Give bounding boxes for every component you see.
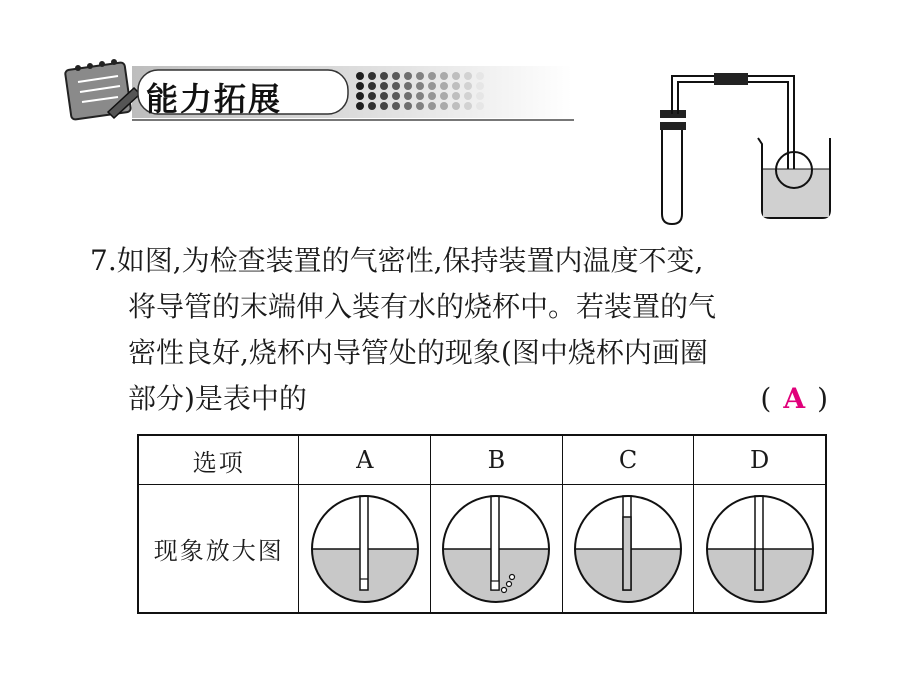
decor-dot bbox=[416, 72, 424, 80]
answer-choice: A bbox=[783, 382, 806, 415]
decor-dot bbox=[356, 92, 364, 100]
notepad-pencil-icon bbox=[65, 59, 140, 120]
decor-dot bbox=[404, 102, 412, 110]
answer-close-paren: ) bbox=[817, 382, 828, 415]
decor-dot bbox=[416, 92, 424, 100]
decor-dot bbox=[356, 82, 364, 90]
decor-dot bbox=[440, 82, 448, 90]
decor-dot bbox=[380, 82, 388, 90]
table-header-row bbox=[138, 435, 826, 485]
answer-bracket bbox=[760, 376, 828, 422]
option-d-magnified-view bbox=[704, 493, 816, 605]
decor-dot bbox=[476, 82, 484, 90]
figure-cell-a bbox=[299, 485, 431, 614]
decor-dot bbox=[428, 72, 436, 80]
decor-dot bbox=[404, 92, 412, 100]
options-table bbox=[137, 434, 827, 614]
option-a-magnified-view bbox=[309, 493, 421, 605]
header-option-c: C bbox=[562, 435, 694, 485]
question-text-1: 如图,为检查装置的气密性,保持装置内温度不变, bbox=[116, 244, 704, 277]
figure-cell-d bbox=[694, 485, 826, 614]
decor-dot bbox=[368, 82, 376, 90]
decor-dot bbox=[380, 102, 388, 110]
decor-dot bbox=[440, 92, 448, 100]
decor-dot bbox=[464, 92, 472, 100]
decor-dot bbox=[452, 92, 460, 100]
decor-dot bbox=[392, 102, 400, 110]
decor-dot bbox=[404, 72, 412, 80]
question-block bbox=[90, 238, 850, 422]
decor-dot bbox=[452, 72, 460, 80]
decor-dot bbox=[428, 82, 436, 90]
figure-cell-b bbox=[431, 485, 563, 614]
question-line-1 bbox=[90, 238, 850, 284]
decor-dot bbox=[464, 72, 472, 80]
question-number: 7. bbox=[90, 244, 117, 277]
question-line-3: 密性良好,烧杯内导管处的现象(图中烧杯内画圈 bbox=[128, 336, 708, 369]
decor-dot bbox=[452, 82, 460, 90]
option-c-magnified-view bbox=[572, 493, 684, 605]
decor-dot bbox=[392, 92, 400, 100]
section-banner bbox=[62, 58, 574, 122]
figure-cell-c bbox=[562, 485, 694, 614]
test-tube-beaker-apparatus bbox=[650, 66, 840, 226]
decor-dot bbox=[380, 72, 388, 80]
header-option-b: B bbox=[431, 435, 563, 485]
decor-dot bbox=[440, 72, 448, 80]
header-option-a: A bbox=[299, 435, 431, 485]
option-b-magnified-view bbox=[440, 493, 552, 605]
decor-dot bbox=[392, 82, 400, 90]
question-text-4: 部分)是表中的 bbox=[128, 382, 307, 415]
figure-row-label: 现象放大图 bbox=[138, 485, 299, 614]
section-title: 能力拓展 bbox=[146, 80, 283, 118]
header-label-cell: 选项 bbox=[138, 435, 299, 485]
decor-dot bbox=[476, 102, 484, 110]
decor-dot bbox=[368, 92, 376, 100]
decor-dot bbox=[392, 72, 400, 80]
decor-dot bbox=[464, 102, 472, 110]
decor-dot bbox=[428, 102, 436, 110]
question-line-4 bbox=[90, 376, 850, 422]
decor-dot bbox=[476, 92, 484, 100]
decor-dot bbox=[356, 102, 364, 110]
decor-dot bbox=[416, 102, 424, 110]
question-line-2: 将导管的末端伸入装有水的烧杯中。若装置的气 bbox=[128, 290, 717, 323]
decor-dot bbox=[380, 92, 388, 100]
decor-dot bbox=[452, 102, 460, 110]
answer-open-paren: ( bbox=[760, 382, 772, 415]
table-figure-row bbox=[138, 485, 826, 614]
decor-dot bbox=[368, 72, 376, 80]
banner-graphic bbox=[62, 58, 574, 122]
decor-dot bbox=[428, 92, 436, 100]
decor-dot bbox=[404, 82, 412, 90]
decor-dot bbox=[416, 82, 424, 90]
header-option-d: D bbox=[694, 435, 826, 485]
decor-dot bbox=[464, 82, 472, 90]
decor-dot bbox=[476, 72, 484, 80]
decor-dot bbox=[440, 102, 448, 110]
decor-dot bbox=[368, 102, 376, 110]
decor-dot bbox=[356, 72, 364, 80]
